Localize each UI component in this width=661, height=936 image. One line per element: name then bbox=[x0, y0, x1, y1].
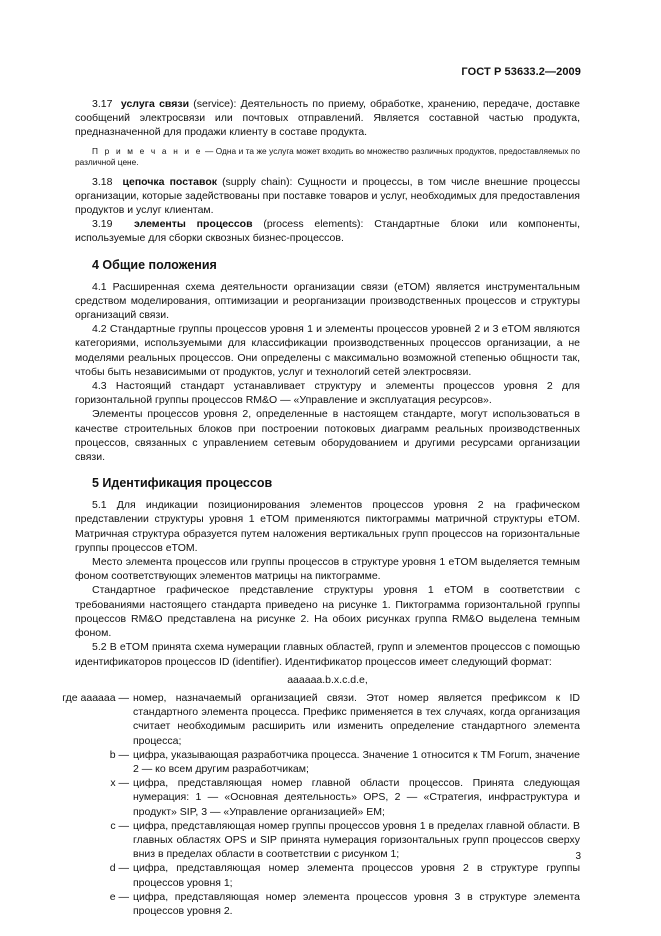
paragraph: 4.1 Расширенная схема деятельности организации связи (eTOM) является инструментальным средством моделирования, оптимизации и реорганизации производственных процессов и структуры организаций связи. bbox=[75, 280, 580, 322]
paragraph: 5.2 В eTOM принята схема нумерации главных областей, групп и элементов процессов с помощью идентификаторов процессов ID (identifier). Идентификатор процессов имеет следующий формат: bbox=[75, 641, 580, 668]
definition-value: цифра, представляющая номер элемента процессов уровня 2 в структуре группы процессов уровня 1; bbox=[133, 862, 580, 889]
definition-value: цифра, указывающая разработчика процесса. Значение 1 относится к TM Forum, значение 2 — ко всем другим разработчикам; bbox=[133, 748, 580, 775]
term: цепочка поставок bbox=[122, 175, 218, 188]
definition-key: x — bbox=[110, 777, 129, 790]
definition-key: где аааааа — bbox=[62, 691, 129, 704]
definition-text: (supply chain): Сущности и процессы, в том числе внешние процессы организации, которые задействованы при поставке товаров и услуг, необходимых для предоставления продуктов и услуг клиентам. bbox=[75, 175, 581, 217]
definition-value: цифра, представляющая номер группы процессов уровня 1 в пределах главной области. В главных областях OPS и SIP принята нумерация горизонтальных групп процессов сверху вниз в пределах области в соответствии с рисунком 1; bbox=[133, 819, 580, 861]
paragraph: 5.1 Для индикации позиционирования элементов процессов уровня 2 на графическом представлении структуры уровня 1 eTOM применяются пиктограммы матричной структуры eTOM. Матричная структура образуется путем наложения вертикальных групп процессов на горизонтальные группы процессов eTOM. bbox=[75, 499, 580, 554]
definition-key: d — bbox=[109, 862, 129, 875]
definition-list-item bbox=[75, 819, 580, 862]
definition-list-item bbox=[62, 691, 580, 748]
note bbox=[75, 146, 580, 169]
definition-key: e — bbox=[109, 890, 129, 903]
definition-list-item bbox=[75, 861, 580, 889]
definition-key: b — bbox=[109, 748, 129, 761]
definition-value: номер, назначаемый организацией связи. Этот номер является префиксом к ID стандартного элемента процесса. Префикс применяется в тех случаях, когда организация считает необходимым расширить или изменить определение стандартного элемента процесса; bbox=[133, 691, 580, 747]
item-number: 3.19 bbox=[92, 218, 113, 231]
page-number: 3 bbox=[575, 851, 581, 862]
section-5-heading: 5 Идентификация процессов bbox=[92, 476, 273, 491]
definition-3-17 bbox=[75, 97, 580, 140]
paragraph: 4.3 Настоящий стандарт устанавливает структуру и элементы процессов уровня 2 для горизонтальной группы процессов RM&O — «Управление и эксплуатация ресурсов». bbox=[75, 380, 580, 407]
item-number: 3.17 bbox=[92, 98, 113, 110]
definition-list-item bbox=[75, 776, 580, 819]
definition-text: (service): Деятельность по приему, обработке, хранению, передаче, доставке сообщений электросвязи или почтовых отправлений. Является составной частью продукта, предназначенной для продажи клиенту в составе продукта. bbox=[75, 98, 580, 139]
definition-3-19 bbox=[75, 217, 580, 245]
definition-list bbox=[62, 691, 580, 918]
definition-text: (process elements): Стандартные блоки или компоненты, используемые для сборки сквозных бизнес-процессов. bbox=[75, 218, 580, 245]
definition-key: c — bbox=[110, 819, 129, 832]
note-text: — Одна и та же услуга может входить во множество различных продуктов, предоставляемых по различной цене. bbox=[75, 145, 580, 168]
definition-value: цифра, представляющая номер главной области процессов. Принята следующая нумерация: 1 — «Основная деятельность» OPS, 2 — «Стратегия, инфраструктура и продукт» SIP, 3 — «Управление организацией» EM; bbox=[133, 777, 580, 818]
term: услуга связи bbox=[120, 98, 190, 110]
section-4-heading: 4 Общие положения bbox=[92, 257, 217, 272]
standard-header: ГОСТ Р 53633.2—2009 bbox=[461, 66, 581, 78]
paragraph: Стандартное графическое представление структуры уровня 1 eTOM в соответствии с требованиями настоящего стандарта приведено на рисунке 1. Пиктограмма горизонтальной группы процессов RM&O представлена на рисунке 2. На обоих рисунках группа RM&O выделена темным фоном. bbox=[75, 584, 580, 640]
definition-value: цифра, представляющая номер элемента процессов уровня 3 в структуре элемента процессов уровня 2. bbox=[133, 890, 580, 917]
paragraph: Место элемента процессов или группы процессов в структуре уровня 1 eTOM выделяется темным фоном соответствующих элементов матрицы на пиктограмме. bbox=[75, 556, 580, 583]
item-number: 3.18 bbox=[92, 175, 113, 188]
definition-list-item bbox=[75, 748, 580, 776]
paragraph: 4.2 Стандартные группы процессов уровня 1 и элементы процессов уровней 2 и 3 eTOM являются категориями, используемыми для классификации производственных процессов организации, а не моделями реальных процессов. Они определены с максимально возможной степенью общности так, чтобы быть независимыми от продуктов, услуг и технологий сетей электросвязи. bbox=[75, 323, 580, 378]
note-label: П р и м е ч а н и е bbox=[92, 145, 203, 156]
definition-list-item bbox=[75, 890, 580, 918]
paragraph: Элементы процессов уровня 2, определенные в настоящем стандарте, могут использоваться в качестве строительных блоков при построении потоковых диаграмм реальных производственных процессов, связанных с управлением сетевым оборудованием и другими ресурсами организации связи. bbox=[75, 408, 580, 464]
term: элементы процессов bbox=[134, 218, 253, 231]
document-body bbox=[62, 97, 581, 918]
definition-3-18 bbox=[75, 175, 580, 218]
id-format-formula: аааааа.b.x.c.d.e, bbox=[287, 673, 368, 686]
